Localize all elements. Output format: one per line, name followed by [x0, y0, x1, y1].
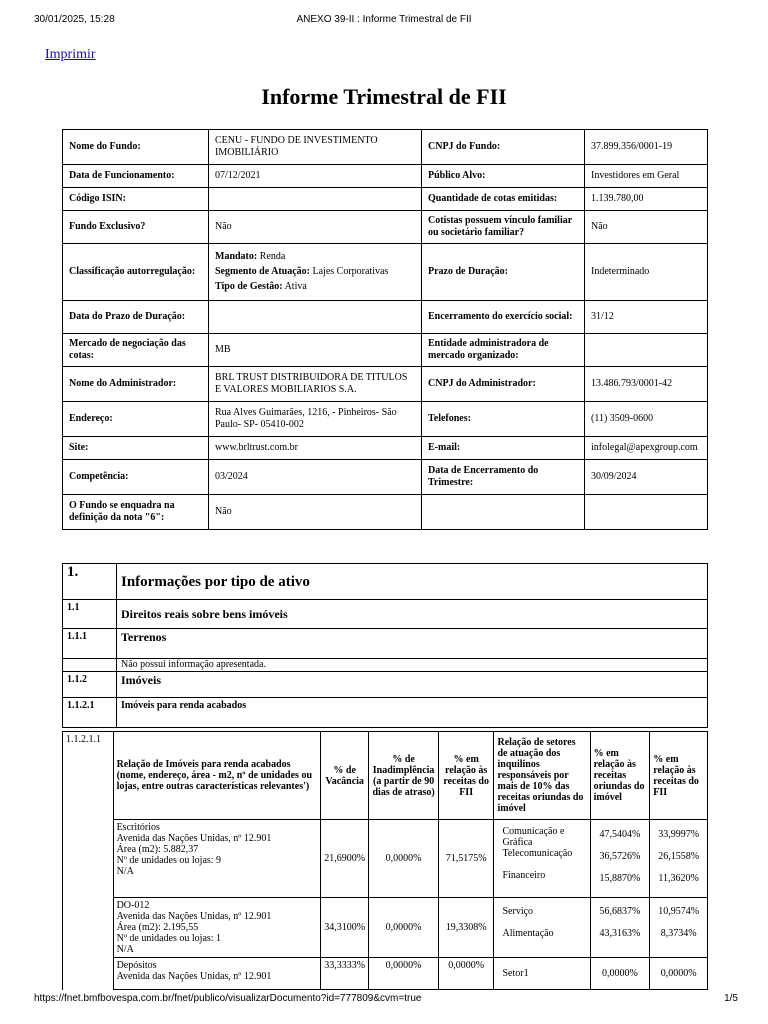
sector-item: Financeiro [502, 870, 546, 881]
vacancy-value: 33,3333% [320, 958, 368, 990]
section-number: 1. [63, 564, 117, 600]
property-cell [113, 820, 320, 898]
sections-table [62, 563, 708, 728]
pct-fii-cell [650, 820, 708, 898]
isin-value [209, 188, 422, 211]
quarter-end-value: 30/09/2024 [585, 460, 708, 495]
sector-item: Setor1 [502, 968, 529, 979]
property-area: Área (m2): 5.882,37 [116, 844, 199, 855]
fund-name-label: Nome do Fundo: [63, 130, 209, 165]
property-units: Nº de unidades ou lojas: 9 [116, 855, 222, 866]
section-number: 1.1 [63, 600, 117, 629]
print-link[interactable]: Imprimir [45, 47, 96, 62]
pct-fii-item: 33,9997% [658, 829, 700, 840]
sectors-cell [494, 898, 590, 958]
note6-label: O Fundo se enquadra na definição da nota "6": [63, 495, 209, 530]
pct-fii-item: 26,1558% [658, 851, 700, 862]
property-cell [113, 898, 320, 958]
default-value: 0,0000% [369, 958, 438, 990]
section-number: 1.1.2.1.1 [63, 732, 114, 990]
segment-value: Lajes Corporativas [312, 266, 389, 277]
print-url: https://fnet.bmfbovespa.com.br/fnet/publico/visualizarDocumento?id=777809&cvm=true [34, 993, 422, 1004]
fiscal-year-end-label: Encerramento do exercício social: [422, 301, 585, 334]
segment-label: Segmento de Atuação: [215, 266, 310, 277]
pct-fii-item: 8,3734% [660, 927, 697, 939]
section-title: Informações por tipo de ativo [117, 564, 708, 600]
col-header-vacancia: % de Vacância [320, 732, 368, 820]
property-extra: N/A [116, 866, 134, 877]
print-header [0, 14, 768, 28]
col-header-relacao: Relação de Imóveis para renda acabados (nome, endereço, área - m2, nº de unidades ou lojas, entre outras características relevantes') [113, 732, 320, 820]
property-area: Área (m2): 2.195,55 [116, 922, 199, 933]
property-address: Avenida das Nações Unidas, nº 12.901 [116, 833, 272, 844]
section-title: Imóveis para renda acabados [117, 698, 708, 728]
table-row [63, 898, 708, 958]
shares-issued-value: 1.139.780,00 [585, 188, 708, 211]
market-entity-label: Entidade administradora de mercado organizado: [422, 334, 585, 367]
default-value: 0,0000% [369, 820, 438, 898]
management-type-value: Ativa [284, 281, 307, 292]
address-value: Rua Alves Guimarães, 1216, - Pinheiros- São Paulo- SP- 05410-002 [209, 402, 422, 437]
vacancy-value: 34,3100% [320, 898, 368, 958]
mandate-label: Mandato: [215, 251, 258, 262]
pct-imovel-cell [590, 820, 650, 898]
col-header-pct-imovel: % em relação às receitas oriundas do imóvel [590, 732, 650, 820]
duration-label: Prazo de Duração: [422, 244, 585, 301]
administrator-cnpj-value: 13.486.793/0001-42 [585, 367, 708, 402]
revenue-share-value: 19,3308% [438, 898, 494, 958]
management-type-label: Tipo de Gestão: [215, 281, 283, 292]
property-name: Depósitos [116, 960, 157, 971]
print-datetime: 30/01/2025, 15:28 [34, 14, 115, 25]
table-row [63, 958, 708, 990]
phones-label: Telefones: [422, 402, 585, 437]
col-header-receitas: % em relação às receitas do FII [438, 732, 494, 820]
market-entity-value [585, 334, 708, 367]
property-address: Avenida das Nações Unidas, nº 12.901 [116, 911, 272, 922]
email-label: E-mail: [422, 437, 585, 460]
address-label: Endereço: [63, 402, 209, 437]
pct-imovel-item: 47,5404% [599, 829, 641, 840]
self-regulation-value [209, 244, 422, 301]
reference-period-label: Competência: [63, 460, 209, 495]
property-cell [113, 958, 320, 990]
administrator-cnpj-label: CNPJ do Administrador: [422, 367, 585, 402]
fund-cnpj-label: CNPJ do Fundo: [422, 130, 585, 165]
section-number: 1.1.2.1 [63, 698, 117, 728]
pct-imovel-item: 15,8870% [599, 873, 641, 884]
duration-value: Indeterminado [585, 244, 708, 301]
no-info-note: Não possui informação apresentada. [117, 659, 708, 672]
vacancy-value: 21,6900% [320, 820, 368, 898]
pct-fii-cell [650, 898, 708, 958]
col-header-pct-fii: % em relação às receitas do FII [650, 732, 708, 820]
col-header-setores: Relação de setores de atuação dos inquilinos responsáveis por mais de 10% das receitas oriundas do imóvel [494, 732, 590, 820]
note6-value: Não [209, 495, 422, 530]
sector-item: Comunicação e Gráfica [502, 826, 565, 848]
isin-label: Código ISIN: [63, 188, 209, 211]
section-number: 1.1.1 [63, 629, 117, 659]
sector-item: Telecomunicação [502, 848, 573, 859]
property-units: Nº de unidades ou lojas: 1 [116, 933, 222, 944]
mandate-value: Renda [259, 251, 286, 262]
sector-item: Alimentação [502, 927, 554, 939]
exclusive-fund-label: Fundo Exclusivo? [63, 211, 209, 244]
section-number-empty [63, 659, 117, 672]
page-number: 1/5 [724, 993, 738, 1004]
quarter-end-label: Data de Encerramento do Trimestre: [422, 460, 585, 495]
fund-cnpj-value: 37.899.356/0001-19 [585, 130, 708, 165]
section-title: Direitos reais sobre bens imóveis [117, 600, 708, 629]
pct-imovel-item: 43,3163% [599, 927, 641, 939]
assets-table [62, 731, 708, 990]
section-title: Imóveis [117, 672, 708, 698]
pct-fii-item: 11,3620% [658, 873, 699, 884]
fiscal-year-end-value: 31/12 [585, 301, 708, 334]
start-date-value: 07/12/2021 [209, 165, 422, 188]
duration-date-label: Data do Prazo de Duração: [63, 301, 209, 334]
site-value: www.brltrust.com.br [209, 437, 422, 460]
family-link-label: Cotistas possuem vínculo familiar ou societário familiar? [422, 211, 585, 244]
trading-market-value: MB [209, 334, 422, 367]
exclusive-fund-value: Não [209, 211, 422, 244]
col-header-inadimplencia: % de Inadimplência (a partir de 90 dias de atraso) [369, 732, 438, 820]
site-label: Site: [63, 437, 209, 460]
empty-value-cell [585, 495, 708, 530]
sectors-cell [494, 958, 590, 990]
trading-market-label: Mercado de negociação das cotas: [63, 334, 209, 367]
pct-fii-item: 10,9574% [658, 905, 700, 917]
section-number: 1.1.2 [63, 672, 117, 698]
email-value: infolegal@apexgroup.com [585, 437, 708, 460]
page-title: Informe Trimestral de FII [261, 84, 507, 109]
property-extra: N/A [116, 944, 134, 955]
self-regulation-label: Classificação autorregulação: [63, 244, 209, 301]
administrator-name-value: BRL TRUST DISTRIBUIDORA DE TITULOS E VALORES MOBILIARIOS S.A. [209, 367, 422, 402]
pct-imovel-cell [590, 898, 650, 958]
family-link-value: Não [585, 211, 708, 244]
target-audience-label: Público Alvo: [422, 165, 585, 188]
empty-label-cell [422, 495, 585, 530]
revenue-share-value: 71,5175% [438, 820, 494, 898]
shares-issued-label: Quantidade de cotas emitidas: [422, 188, 585, 211]
fund-name-value: CENU - FUNDO DE INVESTIMENTO IMOBILIÁRIO [209, 130, 422, 165]
property-name: DO-012 [116, 900, 150, 911]
revenue-share-value: 0,0000% [438, 958, 494, 990]
start-date-label: Data de Funcionamento: [63, 165, 209, 188]
pct-imovel-item: 0,0000% [590, 958, 650, 990]
phones-value: (11) 3509-0600 [585, 402, 708, 437]
property-address: Avenida das Nações Unidas, nº 12.901 [116, 971, 272, 982]
section-title: Terrenos [117, 629, 708, 659]
print-footer [0, 993, 768, 1007]
property-name: Escritórios [116, 822, 160, 833]
reference-period-value: 03/2024 [209, 460, 422, 495]
administrator-name-label: Nome do Administrador: [63, 367, 209, 402]
target-audience-value: Investidores em Geral [585, 165, 708, 188]
pct-fii-item: 0,0000% [650, 958, 708, 990]
pct-imovel-item: 56,6837% [599, 905, 641, 917]
fund-info-table [62, 129, 708, 530]
pct-imovel-item: 36,5726% [599, 851, 641, 862]
sector-item: Serviço [502, 905, 534, 917]
default-value: 0,0000% [369, 898, 438, 958]
sectors-cell [494, 820, 590, 898]
duration-date-value [209, 301, 422, 334]
table-row [63, 820, 708, 898]
print-document-title: ANEXO 39-II : Informe Trimestral de FII [296, 14, 472, 25]
